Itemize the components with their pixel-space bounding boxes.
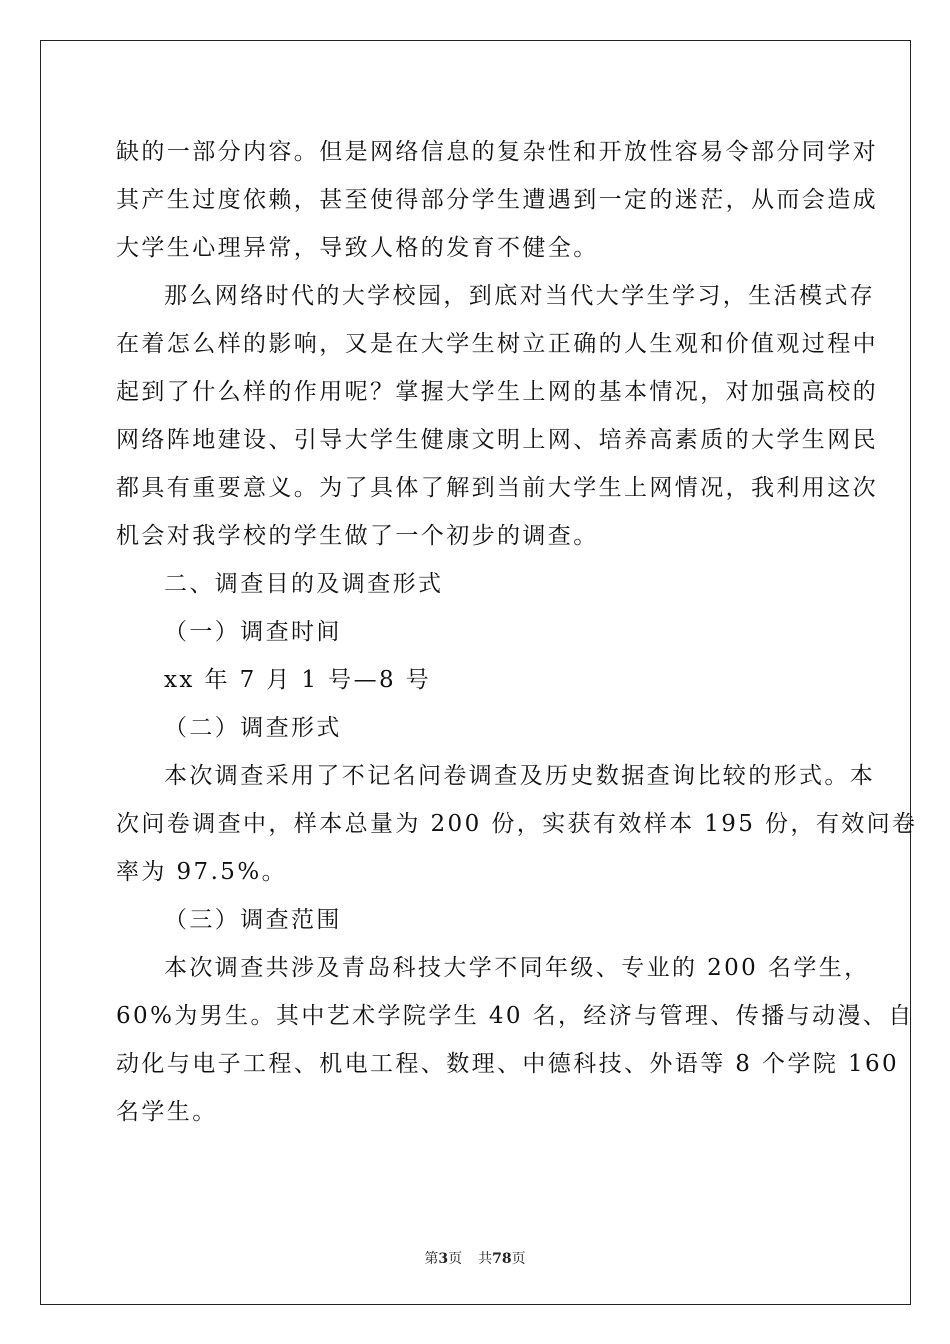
subsection-heading: （三）调查范围 bbox=[164, 907, 342, 933]
text-line: 本次调查采用了不记名问卷调查及历史数据查询比较的形式。本 bbox=[164, 763, 876, 789]
text-line: 在着怎么样的影响，又是在大学生树立正确的人生观和价值观过程中 bbox=[116, 331, 878, 357]
text-line: xx 年 7 月 1 号—8 号 bbox=[164, 667, 432, 693]
total-suffix: 页 bbox=[511, 1251, 526, 1267]
text-line: 大学生心理异常，导致人格的发育不健全。 bbox=[116, 235, 599, 261]
text-line: 60%为男生。其中艺术学院学生 40 名，经济与管理、传播与动漫、自 bbox=[116, 1003, 914, 1029]
page-suffix: 页 bbox=[448, 1251, 463, 1267]
subsection-heading: （二）调查形式 bbox=[164, 715, 342, 741]
text-line: 其产生过度依赖，甚至使得部分学生遭遇到一定的迷茫，从而会造成 bbox=[116, 187, 878, 213]
text-line: 动化与电子工程、机电工程、数理、中德科技、外语等 8 个学院 160 bbox=[116, 1051, 900, 1077]
text-line: 率为 97.5%。 bbox=[116, 859, 287, 885]
text-line: 都具有重要意义。为了具体了解到当前大学生上网情况，我利用这次 bbox=[116, 475, 878, 501]
page-current: 3 bbox=[438, 1251, 449, 1267]
page-footer bbox=[0, 1248, 950, 1268]
text-line: 那么网络时代的大学校园，到底对当代大学生学习，生活模式存 bbox=[164, 283, 876, 309]
text-line: 本次调查共涉及青岛科技大学不同年级、专业的 200 名学生， bbox=[164, 955, 870, 981]
text-line: 名学生。 bbox=[116, 1099, 218, 1125]
text-line: 缺的一部分内容。但是网络信息的复杂性和开放性容易令部分同学对 bbox=[116, 139, 878, 165]
text-line: 机会对我学校的学生做了一个初步的调查。 bbox=[116, 523, 599, 549]
text-line: 网络阵地建设、引导大学生健康文明上网、培养高素质的大学生网民 bbox=[116, 427, 878, 453]
page-prefix: 第 bbox=[424, 1251, 439, 1267]
subsection-heading: （一）调查时间 bbox=[164, 619, 342, 645]
document-body bbox=[116, 128, 918, 1136]
section-heading: 二、调查目的及调查形式 bbox=[164, 571, 444, 597]
text-line: 起到了什么样的作用呢？掌握大学生上网的基本情况，对加强高校的 bbox=[116, 379, 878, 405]
page-total: 78 bbox=[492, 1251, 512, 1267]
text-line: 次问卷调查中，样本总量为 200 份，实获有效样本 195 份，有效问卷 bbox=[116, 811, 918, 837]
total-prefix: 共 bbox=[478, 1251, 493, 1267]
